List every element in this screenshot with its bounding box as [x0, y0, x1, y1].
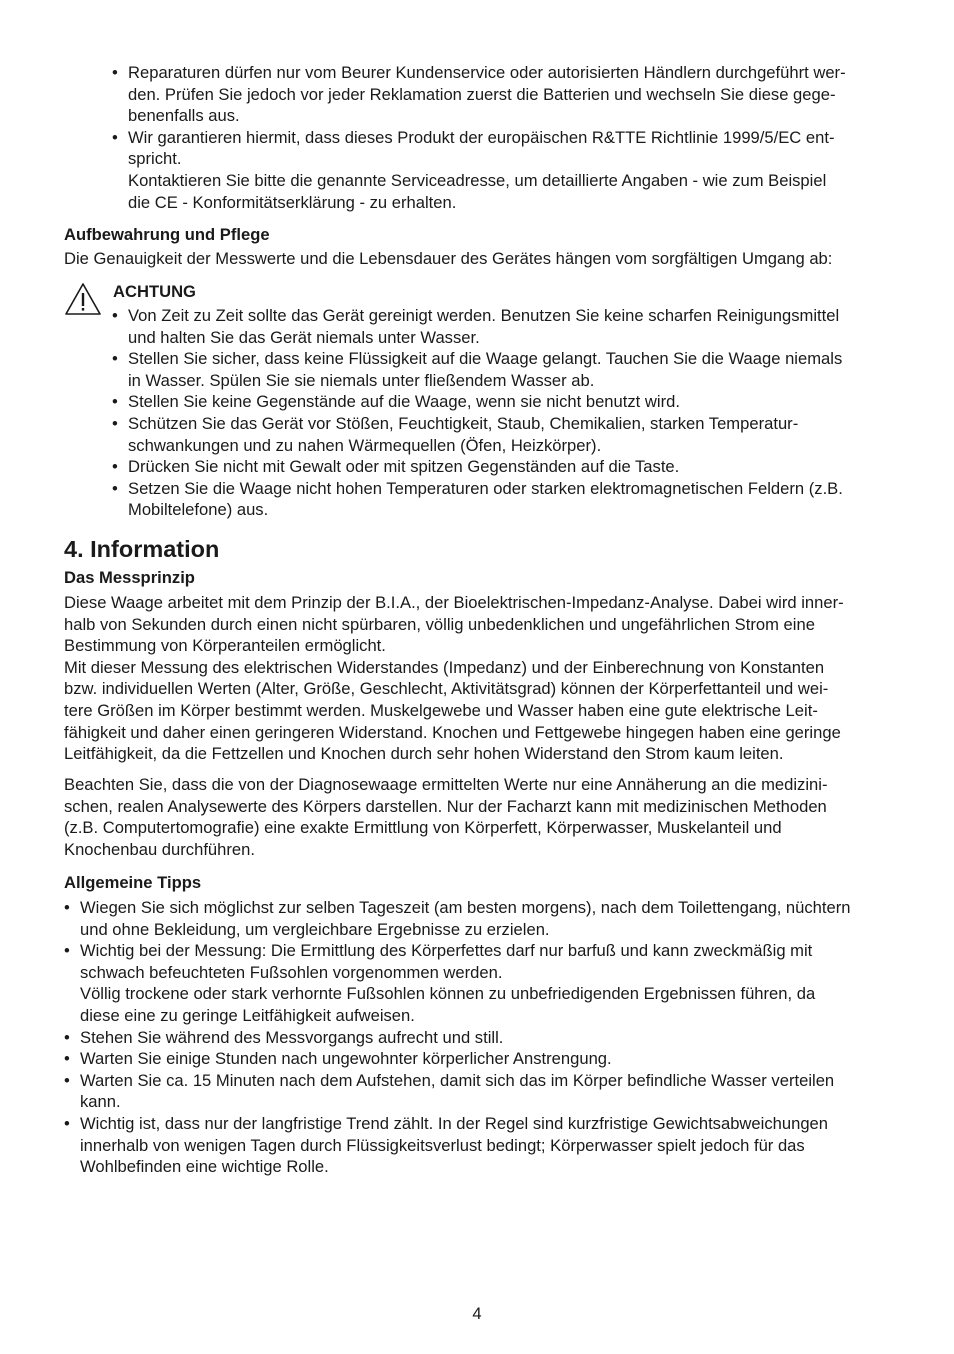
- principle-paragraph-2: Beachten Sie, dass die von der Diagnosewaage ermittelten Werte nur eine Annäherung an die medizini- schen, realen Analysewerte des Körpers darstellen. Nur der Facharzt kann mit medizinischen Methoden (z.B. Computertomografie) eine exakte Ermittlung von Körperfett, Körperwasser, Muskelanteil und Knochenbau durchführen.: [64, 775, 828, 859]
- list-item: • Wichtig ist, dass nur der langfristige Trend zählt. In der Regel sind kurzfristige Gewichtsabweichungen innerhalb von wenigen Tagen durch Flüssigkeitsverlust bedingt; Körperwasser spielt jedoch für das Wohlbefinden eine wichtige Rolle.: [64, 1113, 904, 1178]
- service-list: [112, 62, 902, 213]
- warning-triangle-icon: [64, 282, 102, 316]
- tips-list: [64, 897, 904, 1178]
- list-item: • Stellen Sie keine Gegenstände auf die Waage, wenn sie nicht benutzt wird.: [112, 391, 902, 413]
- list-item: • Schützen Sie das Gerät vor Stößen, Feuchtigkeit, Staub, Chemikalien, starken Temperatur- schwankungen und zu nahen Wärmequellen (Öfen, Heizkörper).: [112, 413, 902, 456]
- section-title: 4. Information: [64, 536, 220, 562]
- care-intro: Die Genauigkeit der Messwerte und die Lebensdauer des Gerätes hängen vom sorgfältigen Umgang ab:: [64, 249, 833, 268]
- list-item: • Wir garantieren hiermit, dass dieses Produkt der europäischen R&TTE Richtlinie 1999/5/EC ent- spricht. Kontaktieren Sie bitte die genannte Serviceadresse, um detaillierte Angaben - wie zum Beispiel die CE - Konformitätserklärung - zu erhalten.: [112, 127, 902, 213]
- care-heading: Aufbewahrung und Pflege: [64, 225, 270, 244]
- principle-heading: Das Messprinzip: [64, 568, 195, 587]
- list-item: • Reparaturen dürfen nur vom Beurer Kundenservice oder autorisierten Händlern durchgeführt wer- den. Prüfen Sie jedoch vor jeder Reklamation zuerst die Batterien und wechseln Sie diese gege- benenfalls aus.: [112, 62, 902, 127]
- list-item: • Stehen Sie während des Messvorgangs aufrecht und still.: [64, 1027, 904, 1049]
- principle-paragraph-1: Diese Waage arbeitet mit dem Prinzip der B.I.A., der Bioelektrischen-Impedanz-Analyse. Dabei wird inner- halb von Sekunden durch einen nicht spürbaren, völlig unbedenklichen und ungefährlichen Strom eine Bestimmung von Körperanteilen ermöglicht. Mit dieser Messung des elektrischen Widerstandes (Impedanz) und der Einberechnung von Konstanten bzw. individuellen Werten (Alter, Größe, Geschlecht, Aktivitätsgrad) können der Körperfettanteil und wei- tere Größen im Körper bestimmt werden. Muskelgewebe und Wasser haben eine gute elektrische Leit- fähigkeit und daher einen geringeren Widerstand. Knochen und Fettgewebe hingegen haben eine geringe Leitfähigkeit, da die Fettzellen und Knochen durch sehr hohen Widerstand den Strom kaum leiten.: [64, 593, 844, 764]
- list-item: • Wiegen Sie sich möglichst zur selben Tageszeit (am besten morgens), nach dem Toilettengang, nüchtern und ohne Bekleidung, um vergleichbare Ergebnisse zu erzielen.: [64, 897, 904, 940]
- list-item: • Stellen Sie sicher, dass keine Flüssigkeit auf die Waage gelangt. Tauchen Sie die Waage niemals in Wasser. Spülen Sie sie niemals unter fließendem Wasser ab.: [112, 348, 902, 391]
- list-item: • Von Zeit zu Zeit sollte das Gerät gereinigt werden. Benutzen Sie keine scharfen Reinigungsmittel und halten Sie das Gerät niemals unter Wasser.: [112, 305, 902, 348]
- page-number: 4: [472, 1304, 482, 1323]
- warning-label: ACHTUNG: [113, 282, 196, 301]
- list-item: • Drücken Sie nicht mit Gewalt oder mit spitzen Gegenständen auf die Taste.: [112, 456, 902, 478]
- list-item: • Setzen Sie die Waage nicht hohen Temperaturen oder starken elektromagnetischen Feldern (z.B. Mobiltelefone) aus.: [112, 478, 902, 521]
- care-list: [112, 305, 902, 521]
- list-item: • Warten Sie einige Stunden nach ungewohnter körperlicher Anstrengung.: [64, 1048, 904, 1070]
- tips-heading: Allgemeine Tipps: [64, 873, 202, 892]
- list-item: • Wichtig bei der Messung: Die Ermittlung des Körperfettes darf nur barfuß und kann zweckmäßig mit schwach befeuchteten Fußsohlen vorgenommen werden. Völlig trockene oder stark verhornte Fußsohlen können zu unbefriedigenden Ergebnissen führen, da diese eine zu geringe Leitfähigkeit aufweisen.: [64, 940, 904, 1026]
- list-item: • Warten Sie ca. 15 Minuten nach dem Aufstehen, damit sich das im Körper befindliche Wasser verteilen kann.: [64, 1070, 904, 1113]
